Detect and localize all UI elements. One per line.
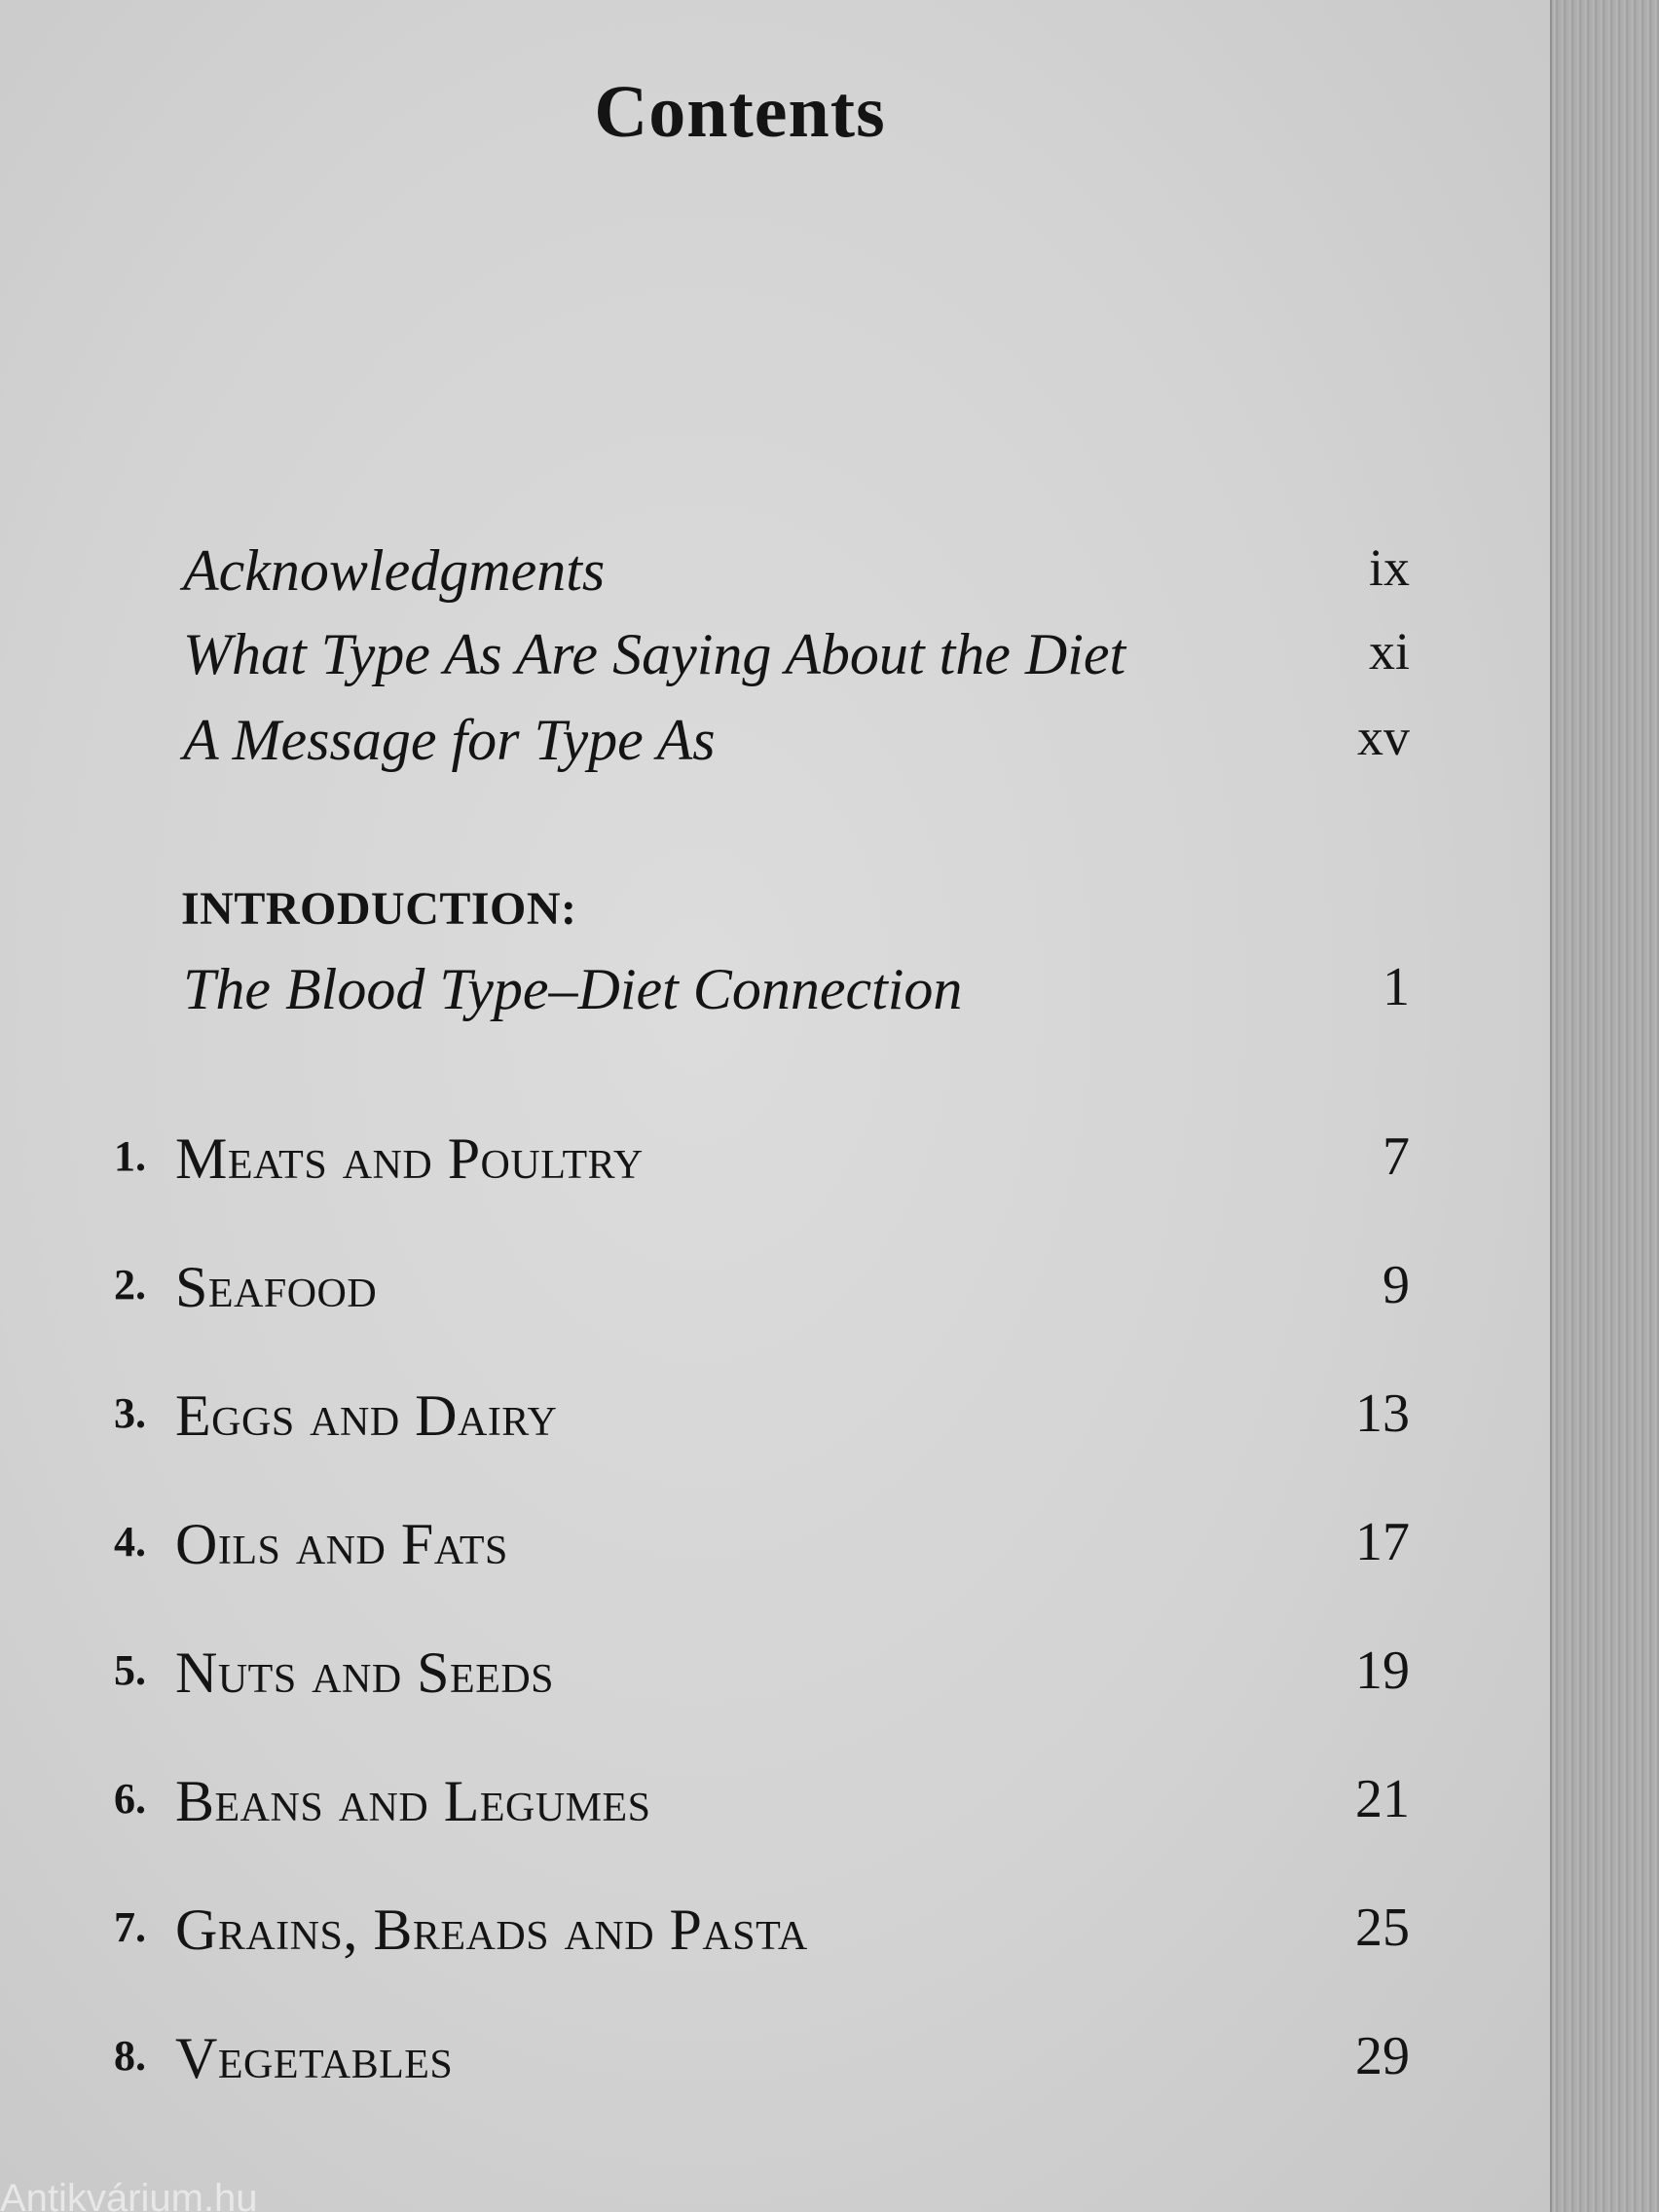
toc-entry-page-number: 21 — [1355, 1769, 1410, 1829]
toc-entry-front-matter[interactable] — [183, 707, 1410, 785]
chapter-title: Meats and Poultry — [175, 1126, 644, 1191]
chapter-number: 7. — [114, 1903, 146, 1951]
toc-entry-title: The Blood Type–Diet Connection — [183, 957, 963, 1021]
toc-entry-page-number: 7 — [1382, 1126, 1410, 1187]
chapter-title: Oils and Fats — [175, 1512, 508, 1576]
chapter-title: Eggs and Dairy — [175, 1383, 558, 1448]
chapter-number: 2. — [114, 1261, 146, 1309]
chapter-number: 1. — [114, 1132, 146, 1180]
page-stack-edge — [1550, 0, 1659, 2212]
toc-entry-chapter[interactable] — [97, 1897, 1410, 1974]
page-title: Contents — [594, 71, 886, 153]
toc-entry-page-number: 1 — [1382, 957, 1410, 1017]
chapter-number: 3. — [114, 1389, 146, 1437]
chapter-number: 4. — [114, 1518, 146, 1566]
toc-entry-front-matter[interactable] — [183, 621, 1410, 699]
toc-entry-title: Acknowledgments — [183, 538, 606, 603]
toc-entry-chapter[interactable] — [97, 2025, 1410, 2103]
toc-entry-page-number: xv — [1357, 708, 1410, 766]
toc-entry-title: A Message for Type As — [183, 708, 716, 772]
toc-entry-page-number: 25 — [1355, 1898, 1410, 1958]
toc-entry-introduction[interactable] — [183, 956, 1410, 1034]
toc-entry-chapter[interactable] — [97, 1640, 1410, 1717]
toc-entry-page-number: 13 — [1355, 1383, 1410, 1444]
chapter-number: 8. — [114, 2032, 146, 2080]
chapter-title: Beans and Legumes — [175, 1769, 651, 1833]
chapter-number: 5. — [114, 1646, 146, 1694]
watermark-text: Antikvárium.hu — [0, 2177, 258, 2212]
chapter-title: Grains, Breads and Pasta — [175, 1898, 808, 1962]
chapter-number: 6. — [114, 1775, 146, 1823]
toc-entry-page-number: 17 — [1355, 1512, 1410, 1572]
toc-entry-page-number: 29 — [1355, 2026, 1410, 2086]
toc-entry-chapter[interactable] — [97, 1382, 1410, 1460]
toc-entry-page-number: ix — [1368, 538, 1410, 597]
toc-entry-chapter[interactable] — [97, 1254, 1410, 1332]
chapter-title: Vegetables — [175, 2026, 454, 2090]
toc-entry-page-number: 19 — [1355, 1641, 1410, 1701]
introduction-label: INTRODUCTION: — [181, 883, 577, 935]
toc-entry-page-number: 9 — [1382, 1255, 1410, 1315]
toc-entry-chapter[interactable] — [97, 1768, 1410, 1846]
chapter-title: Seafood — [175, 1255, 378, 1319]
toc-entry-front-matter[interactable] — [183, 537, 1410, 615]
chapter-title: Nuts and Seeds — [175, 1641, 555, 1705]
toc-entry-title: What Type As Are Saying About the Diet — [183, 622, 1126, 686]
toc-entry-page-number: xi — [1368, 622, 1410, 681]
toc-entry-chapter[interactable] — [97, 1511, 1410, 1589]
toc-entry-chapter[interactable] — [97, 1125, 1410, 1203]
